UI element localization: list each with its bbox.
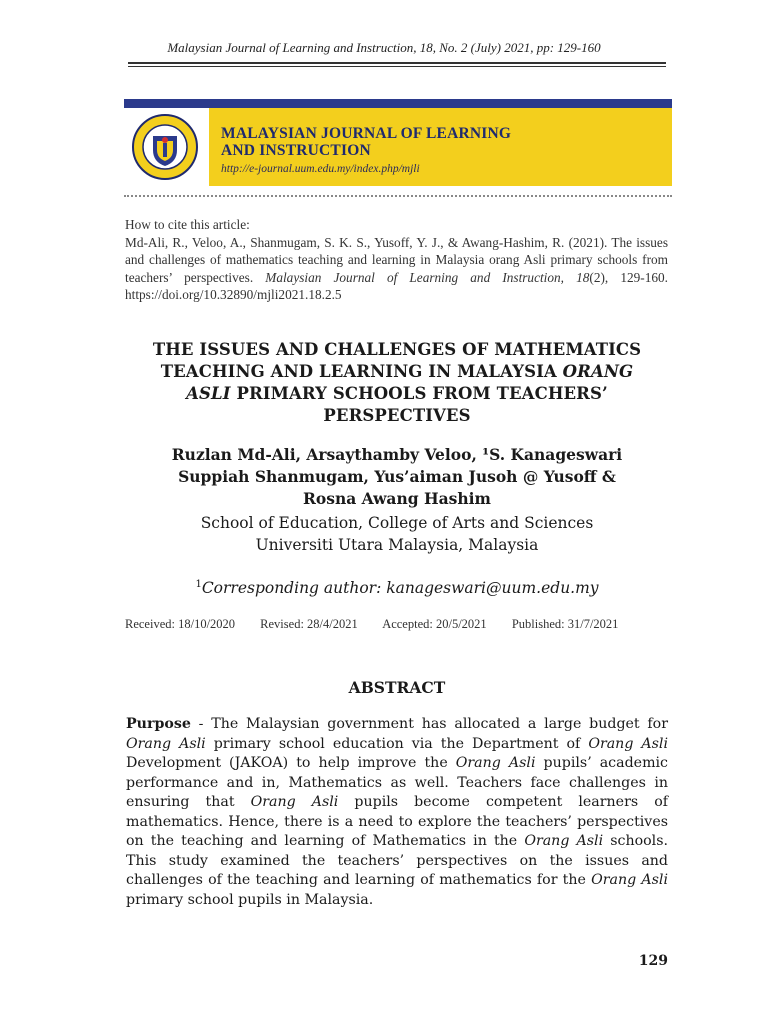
corresponding-marker: 1 [195, 579, 202, 590]
citation-block [125, 216, 668, 304]
citation-label: How to cite this article: [125, 217, 250, 232]
university-logo [124, 108, 209, 186]
abstract-body [126, 715, 668, 910]
abstract-text: pupils’ academic performance and in, Mathematics as well. Teachers face challenges in ensuring that [126, 755, 669, 810]
header-rule-thin [128, 66, 666, 67]
authors-line3: Rosna Awang Hashim [303, 489, 491, 508]
banner-yellow-panel [209, 108, 672, 186]
abstract-text: Development (JAKOA) to help improve the [126, 755, 456, 771]
abstract-text: pupils become competent learners of mathematics. Hence, there is a need to explore the teachers’ perspectives on the teaching and learning of Mathematics in the [126, 794, 668, 849]
citation-issue-doi[interactable]: (2), 129-160. https://doi.org/10.32890/mjli2021.18.2.5 [125, 269, 668, 302]
abstract-text: - The Malaysian government has allocated a large budget for [190, 716, 668, 732]
title-line2: TEACHING AND LEARNING IN MALAYSIA [160, 362, 563, 381]
title-line3: PRIMARY SCHOOLS FROM TEACHERS’ [230, 384, 608, 403]
abstract-italic-term: Orang Asli [250, 794, 339, 810]
journal-banner [124, 99, 672, 186]
affiliation-line1: School of Education, College of Arts and Sciences [200, 514, 594, 532]
corresponding-email[interactable]: Corresponding author: kanageswari@uum.edu.my [201, 579, 599, 598]
university-seal-icon [124, 108, 209, 186]
date-received: Received: 18/10/2020 [125, 617, 236, 631]
page-number: 129 [638, 953, 668, 969]
running-header: Malaysian Journal of Learning and Instruction, 18, No. 2 (July) 2021, pp: 129-160 [167, 40, 601, 55]
abstract-italic-term: Orang Asli [591, 872, 668, 888]
authors-line1: Ruzlan Md-Ali, Arsaythamby Veloo, ¹S. Kanageswari [171, 445, 623, 464]
journal-title-line1: MALAYSIAN JOURNAL OF LEARNING [221, 125, 512, 142]
date-revised: Revised: 28/4/2021 [260, 617, 358, 631]
title-line3-italic: ASLI [186, 384, 231, 403]
journal-url-link[interactable]: http://e-journal.uum.edu.my/index.php/mjli [221, 163, 420, 175]
citation-authors: Md-Ali, R., Veloo, A., Shanmugam, S. K. S., Yusoff, Y. J., & Awang-Hashim, R. (2021). The issues and challenges of mathematics teaching and learning in Malaysia orang Asli primary schools from teachers’ perspectives. [125, 234, 668, 285]
date-accepted: Accepted: 20/5/2021 [382, 617, 487, 631]
affiliation-line2: Universiti Utara Malaysia, Malaysia [255, 536, 539, 554]
abstract-italic-term: Orang Asli [524, 833, 604, 849]
abstract-italic-term: Orang Asli [588, 735, 669, 752]
title-line4: PERSPECTIVES [323, 406, 471, 425]
dotted-divider [124, 195, 672, 197]
journal-title-line2: AND INSTRUCTION [221, 142, 371, 159]
title-line2-italic: ORANG [562, 362, 634, 381]
abstract-purpose-label: Purpose [126, 716, 191, 732]
abstract-heading: ABSTRACT [348, 678, 446, 697]
banner-top-bar [124, 99, 672, 108]
abstract-text: primary school pupils in Malaysia. [126, 891, 374, 908]
publication-dates [125, 617, 685, 632]
title-line1: THE ISSUES AND CHALLENGES OF MATHEMATICS [152, 340, 642, 359]
affiliation [110, 512, 684, 556]
journal-title [221, 125, 661, 159]
citation-journal: Malaysian Journal of Learning and Instruction, 18 [265, 269, 590, 285]
article-title [115, 339, 679, 427]
date-published: Published: 31/7/2021 [511, 617, 619, 631]
abstract-italic-term: Orang Asli [455, 755, 536, 771]
abstract-text: primary school education via the Department of [205, 735, 589, 752]
corresponding-author [110, 579, 684, 597]
abstract-italic-term: Orang Asli [126, 735, 206, 752]
author-list [110, 444, 684, 510]
authors-line2: Suppiah Shanmugam, Yus’aiman Jusoh @ Yusoff & [178, 467, 616, 486]
header-rule [128, 62, 666, 64]
citation-text [125, 234, 668, 304]
abstract-text: schools. This study examined the teachers’ perspectives on the issues and challenges of the teaching and learning of mathematics for the [126, 833, 669, 888]
